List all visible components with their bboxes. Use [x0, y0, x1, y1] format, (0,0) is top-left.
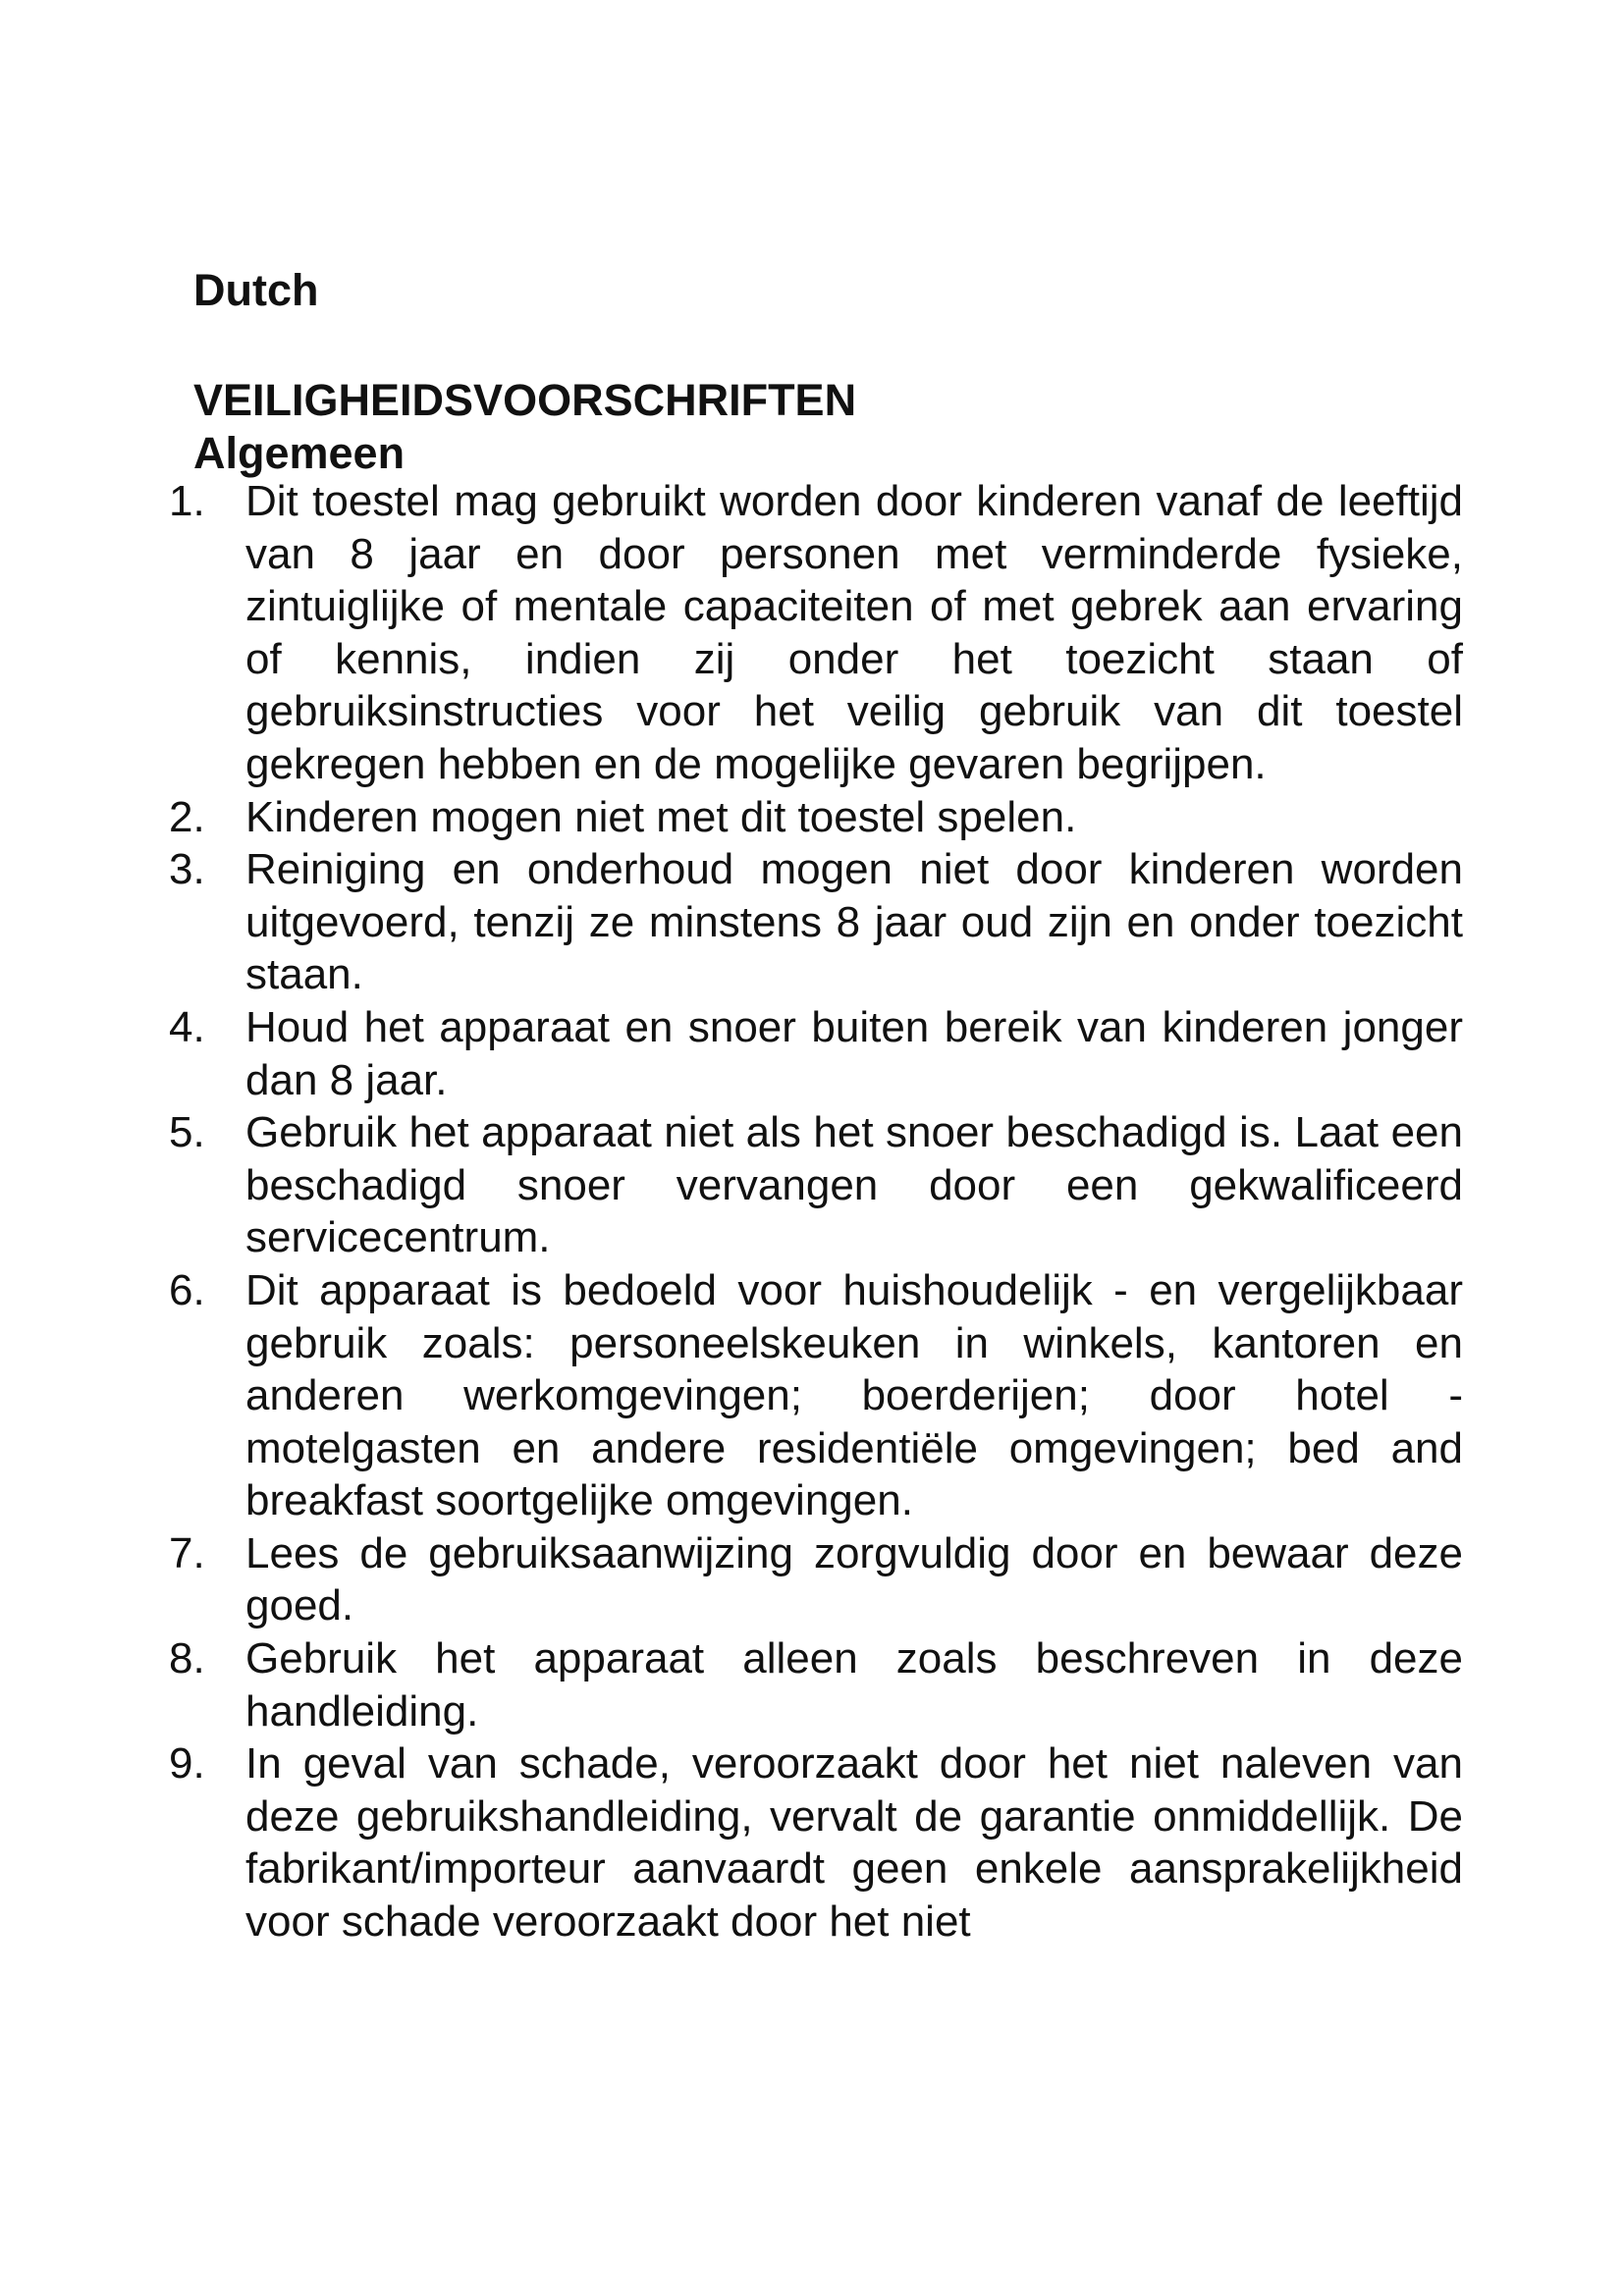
rule-number: 6. [169, 1265, 205, 1314]
safety-rule-7 [169, 1527, 1463, 1632]
rule-text: Reiniging en onderhoud mogen niet door kinderen worden uitgevoerd, tenzij ze minstens 8 jaar oud zijn en onder toezicht staan. [245, 845, 1463, 999]
safety-rule-5 [169, 1106, 1463, 1264]
language-label: Dutch [193, 265, 319, 315]
rule-number: 9. [169, 1739, 205, 1789]
safety-rule-3 [169, 843, 1463, 1001]
rule-text: Dit apparaat is bedoeld voor huishoudelijk - en vergelijkbaar gebruik zoals: personeelskeuken in winkels, kantoren en anderen werkomgevingen; boerderijen; door hotel - motelgasten en andere residentiële omgevingen; bed and breakfast soortgelijke omgevingen. [245, 1265, 1463, 1525]
safety-rule-9 [169, 1737, 1463, 1948]
safety-rule-1 [169, 475, 1463, 791]
rule-text: Gebruik het apparaat alleen zoals beschreven in deze handleiding. [245, 1634, 1463, 1735]
rule-number: 4. [169, 1002, 205, 1051]
rule-number: 3. [169, 845, 205, 894]
rule-number: 2. [169, 792, 205, 841]
safety-rules-list [169, 475, 1463, 1949]
rule-number: 1. [169, 477, 205, 525]
rule-text: Dit toestel mag gebruikt worden door kinderen vanaf de leeftijd van 8 jaar en door personen met verminderde fysieke, zintuiglijke of mentale capaciteiten of met gebrek aan ervaring of kennis, indien zij onder het toezicht staan of gebruiksinstructies voor het veilig gebruik van dit toestel gekregen hebben en de mogelijke gevaren begrijpen. [245, 477, 1463, 788]
general-subheading: Algemeen [193, 428, 406, 478]
safety-rule-4 [169, 1001, 1463, 1106]
rule-text: Houd het apparaat en snoer buiten bereik van kinderen jonger dan 8 jaar. [245, 1002, 1463, 1104]
rule-number: 5. [169, 1108, 205, 1157]
rule-text: Gebruik het apparaat niet als het snoer beschadigd is. Laat een beschadigd snoer vervangen door een gekwalificeerd servicecentrum. [245, 1108, 1463, 1262]
rule-number: 8. [169, 1634, 205, 1683]
rule-number: 7. [169, 1528, 205, 1577]
rule-text: Lees de gebruiksaanwijzing zorgvuldig door en bewaar deze goed. [245, 1528, 1463, 1630]
rule-text: Kinderen mogen niet met dit toestel spelen. [245, 792, 1077, 841]
safety-rule-2 [169, 791, 1463, 844]
safety-heading: VEILIGHEIDSVOORSCHRIFTEN [193, 375, 857, 425]
safety-rule-8 [169, 1632, 1463, 1737]
safety-rule-6 [169, 1264, 1463, 1527]
rule-text: In geval van schade, veroorzaakt door het niet naleven van deze gebruikshandleiding, vervalt de garantie onmiddellijk. De fabrikant/importeur aanvaardt geen enkele aansprakelijkheid voor schade veroorzaakt door het niet [245, 1739, 1463, 1947]
